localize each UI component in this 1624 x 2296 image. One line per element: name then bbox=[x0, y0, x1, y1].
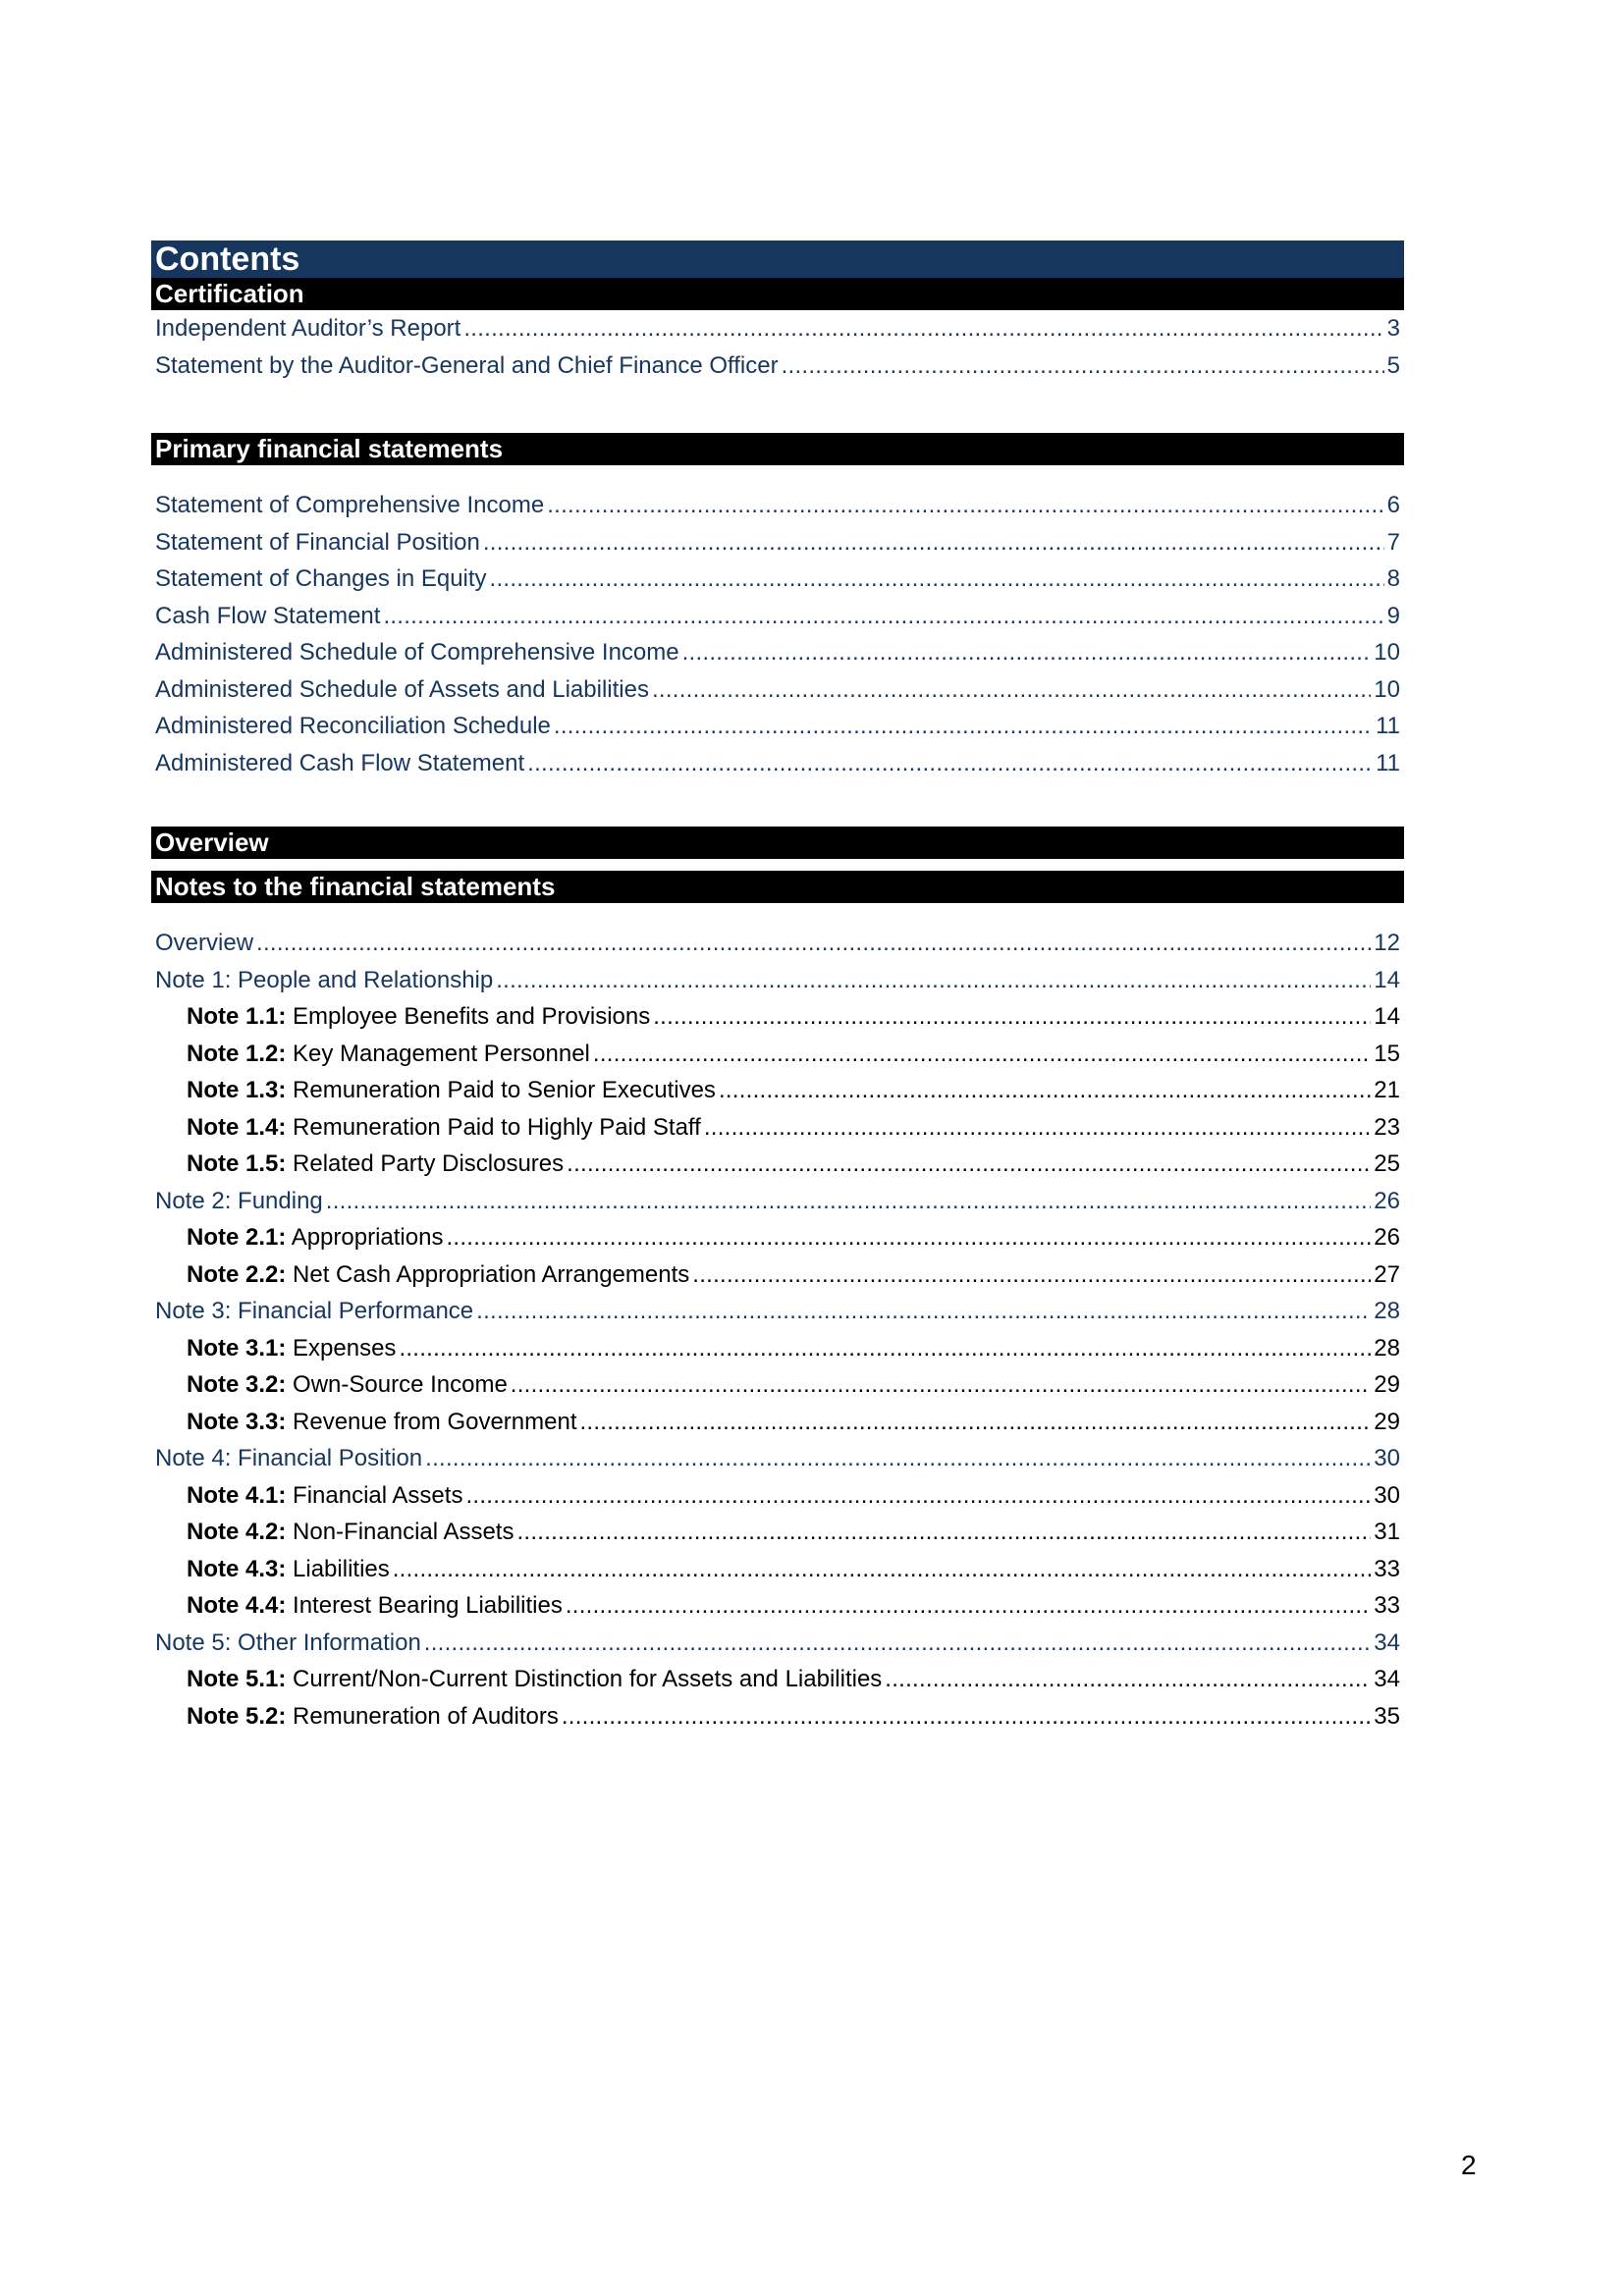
toc-subentry[interactable] bbox=[151, 1551, 1404, 1588]
note-number: Note 1.4: bbox=[187, 1113, 287, 1141]
toc-entry-label: Administered Reconciliation Schedule bbox=[155, 713, 551, 739]
toc-entry[interactable] bbox=[151, 745, 1404, 782]
note-number: Note 5.2: bbox=[187, 1702, 287, 1730]
toc-entry-label bbox=[187, 1219, 443, 1256]
toc-entry-page: 30 bbox=[1374, 1445, 1400, 1471]
toc-subentry[interactable] bbox=[151, 1146, 1404, 1183]
toc-entry-label bbox=[187, 1587, 563, 1625]
toc-entry[interactable] bbox=[151, 524, 1404, 561]
toc-subentry[interactable] bbox=[151, 998, 1404, 1036]
note-title: Own-Source Income bbox=[293, 1371, 508, 1398]
dot-leader bbox=[653, 998, 1371, 1036]
toc-entry-label bbox=[187, 1072, 716, 1109]
note-title: Appropriations bbox=[291, 1224, 444, 1251]
toc-entry-page: 34 bbox=[1374, 1666, 1400, 1692]
dot-leader bbox=[782, 347, 1384, 385]
note-title: Net Cash Appropriation Arrangements bbox=[293, 1260, 690, 1288]
dot-leader bbox=[496, 962, 1371, 999]
toc-subentry[interactable] bbox=[151, 1404, 1404, 1441]
section-heading-primary-statements: Primary financial statements bbox=[151, 433, 1404, 465]
toc-subentry[interactable] bbox=[151, 1514, 1404, 1551]
dot-leader bbox=[483, 524, 1384, 561]
toc-subentry[interactable] bbox=[151, 1698, 1404, 1735]
toc-entry[interactable] bbox=[151, 310, 1404, 347]
toc-entry-page: 15 bbox=[1374, 1040, 1400, 1067]
toc-entry[interactable] bbox=[151, 487, 1404, 524]
toc-entry-page: 33 bbox=[1374, 1592, 1400, 1619]
toc-entry-page: 10 bbox=[1374, 639, 1400, 666]
toc-entry-page: 30 bbox=[1374, 1481, 1400, 1509]
dot-leader bbox=[326, 1183, 1372, 1220]
toc-entry-label bbox=[187, 1514, 514, 1551]
toc-entry[interactable] bbox=[151, 962, 1404, 999]
toc-entry-page: 10 bbox=[1374, 675, 1400, 703]
toc-entry-label bbox=[187, 1698, 559, 1735]
toc-subentry[interactable] bbox=[151, 1256, 1404, 1294]
note-title: Key Management Personnel bbox=[293, 1040, 590, 1067]
dot-leader bbox=[399, 1330, 1371, 1367]
toc-entry-label: Statement of Comprehensive Income bbox=[155, 492, 545, 518]
note-title: Liabilities bbox=[293, 1555, 390, 1582]
dot-leader bbox=[566, 1587, 1371, 1625]
dot-leader bbox=[465, 1477, 1371, 1515]
toc-entry-page: 8 bbox=[1386, 565, 1400, 592]
toc-entry[interactable] bbox=[151, 1625, 1404, 1662]
toc-entry[interactable] bbox=[151, 561, 1404, 598]
note-title: Employee Benefits and Provisions bbox=[293, 1003, 651, 1030]
toc-entry-page: 31 bbox=[1374, 1519, 1400, 1545]
dot-leader bbox=[682, 634, 1372, 671]
toc-entry[interactable] bbox=[151, 347, 1404, 385]
dot-leader bbox=[527, 745, 1373, 782]
toc-entry-page: 11 bbox=[1376, 749, 1400, 776]
note-title: Interest Bearing Liabilities bbox=[293, 1592, 563, 1619]
note-title: Non-Financial Assets bbox=[293, 1519, 514, 1545]
dot-leader bbox=[885, 1661, 1371, 1698]
toc-entry-page: 21 bbox=[1374, 1077, 1400, 1103]
toc-entry-label: Statement by the Auditor-General and Chief Finance Officer bbox=[155, 351, 779, 379]
dot-leader bbox=[393, 1551, 1372, 1588]
page-number: 2 bbox=[1461, 2150, 1477, 2180]
toc-entry-page: 35 bbox=[1374, 1702, 1400, 1730]
toc-subentry[interactable] bbox=[151, 1366, 1404, 1404]
toc-entry-page: 3 bbox=[1386, 315, 1400, 342]
section-heading-notes: Notes to the financial statements bbox=[151, 871, 1404, 903]
toc-entry-page: 26 bbox=[1374, 1224, 1400, 1251]
note-number: Note 2.2: bbox=[187, 1260, 287, 1288]
note-title: Related Party Disclosures bbox=[293, 1150, 565, 1177]
dot-leader bbox=[516, 1514, 1371, 1551]
toc-entry-label: Administered Schedule of Assets and Liabilities bbox=[155, 675, 649, 703]
dot-leader bbox=[383, 598, 1383, 635]
toc-entry-page: 23 bbox=[1374, 1113, 1400, 1141]
dot-leader bbox=[511, 1366, 1372, 1404]
toc-entry[interactable] bbox=[151, 634, 1404, 671]
note-title: Expenses bbox=[293, 1334, 397, 1362]
note-title: Revenue from Government bbox=[293, 1408, 577, 1435]
toc-entry-label: Note 3: Financial Performance bbox=[155, 1298, 474, 1324]
toc-entry-label: Overview bbox=[155, 930, 254, 956]
toc-entry-page: 29 bbox=[1374, 1408, 1400, 1435]
toc-entry-label bbox=[187, 1661, 882, 1698]
toc-entry[interactable] bbox=[151, 598, 1404, 635]
toc-entry-page: 6 bbox=[1386, 492, 1400, 518]
note-number: Note 1.5: bbox=[187, 1150, 287, 1177]
toc-entry-label: Administered Schedule of Comprehensive Income bbox=[155, 639, 679, 666]
toc-entry-label bbox=[187, 1366, 508, 1404]
note-number: Note 2.1: bbox=[187, 1224, 287, 1251]
dot-leader bbox=[719, 1072, 1371, 1109]
toc-entry-label bbox=[187, 1404, 577, 1441]
toc-entry-label bbox=[187, 1551, 390, 1588]
toc-entry-page: 28 bbox=[1374, 1298, 1400, 1324]
note-number: Note 5.1: bbox=[187, 1666, 287, 1692]
toc-subentry[interactable] bbox=[151, 1661, 1404, 1698]
note-number: Note 4.4: bbox=[187, 1592, 287, 1619]
note-title: Remuneration Paid to Senior Executives bbox=[293, 1077, 716, 1103]
toc-entry-page: 34 bbox=[1374, 1629, 1400, 1656]
dot-leader bbox=[547, 487, 1383, 524]
dot-leader bbox=[476, 1293, 1371, 1330]
dot-leader bbox=[652, 671, 1371, 709]
dot-leader bbox=[554, 708, 1373, 745]
dot-leader bbox=[567, 1146, 1371, 1183]
toc-entry[interactable] bbox=[151, 708, 1404, 745]
toc-entry[interactable] bbox=[151, 925, 1404, 962]
toc-subentry[interactable] bbox=[151, 1587, 1404, 1625]
toc-entry[interactable] bbox=[151, 1293, 1404, 1330]
note-number: Note 3.3: bbox=[187, 1408, 287, 1435]
toc-entry-label bbox=[187, 998, 650, 1036]
notes-entries bbox=[151, 925, 1404, 1735]
toc-entry-page: 27 bbox=[1374, 1260, 1400, 1288]
note-number: Note 3.1: bbox=[187, 1334, 287, 1362]
toc-subentry[interactable] bbox=[151, 1036, 1404, 1073]
toc-subentry[interactable] bbox=[151, 1477, 1404, 1515]
toc-entry-page: 5 bbox=[1386, 351, 1400, 379]
dot-leader bbox=[256, 925, 1371, 962]
note-number: Note 1.2: bbox=[187, 1040, 287, 1067]
dot-leader bbox=[424, 1625, 1372, 1662]
dot-leader bbox=[593, 1036, 1371, 1073]
toc-entry-label: Note 1: People and Relationship bbox=[155, 966, 494, 993]
dot-leader bbox=[490, 561, 1384, 598]
dot-leader bbox=[562, 1698, 1371, 1735]
toc-entry-label bbox=[187, 1036, 590, 1073]
note-number: Note 3.2: bbox=[187, 1371, 287, 1398]
toc-subentry[interactable] bbox=[151, 1219, 1404, 1256]
note-title: Remuneration of Auditors bbox=[293, 1702, 559, 1730]
table-of-contents bbox=[151, 240, 1404, 1735]
note-title: Remuneration Paid to Highly Paid Staff bbox=[293, 1113, 701, 1141]
toc-entry-page: 33 bbox=[1374, 1555, 1400, 1582]
toc-entry-page: 26 bbox=[1374, 1187, 1400, 1214]
toc-entry[interactable] bbox=[151, 671, 1404, 709]
toc-entry-page: 14 bbox=[1374, 966, 1400, 993]
note-number: Note 1.1: bbox=[187, 1003, 287, 1030]
toc-entry-label bbox=[187, 1330, 396, 1367]
toc-entry-label bbox=[187, 1146, 564, 1183]
dot-leader bbox=[425, 1440, 1371, 1477]
toc-entry[interactable] bbox=[151, 1183, 1404, 1220]
section-heading-overview: Overview bbox=[151, 827, 1404, 859]
toc-subentry[interactable] bbox=[151, 1109, 1404, 1147]
toc-entry-label: Administered Cash Flow Statement bbox=[155, 749, 525, 776]
toc-entry-page: 25 bbox=[1374, 1150, 1400, 1177]
toc-entry-label: Note 4: Financial Position bbox=[155, 1445, 423, 1471]
toc-entry-label: Cash Flow Statement bbox=[155, 602, 381, 629]
dot-leader bbox=[580, 1404, 1372, 1441]
contents-title: Contents bbox=[151, 240, 1404, 278]
dot-leader bbox=[446, 1219, 1371, 1256]
note-title: Financial Assets bbox=[293, 1481, 463, 1509]
note-number: Note 1.3: bbox=[187, 1077, 287, 1103]
toc-entry-page: 28 bbox=[1374, 1334, 1400, 1362]
note-title: Current/Non-Current Distinction for Assets and Liabilities bbox=[293, 1666, 883, 1692]
toc-entry-page: 12 bbox=[1374, 930, 1400, 956]
toc-entry-label: Statement of Financial Position bbox=[155, 528, 480, 556]
toc-entry-label bbox=[187, 1256, 689, 1294]
note-number: Note 4.2: bbox=[187, 1519, 287, 1545]
toc-subentry[interactable] bbox=[151, 1330, 1404, 1367]
toc-subentry[interactable] bbox=[151, 1072, 1404, 1109]
note-number: Note 4.1: bbox=[187, 1481, 287, 1509]
toc-entry-page: 14 bbox=[1374, 1003, 1400, 1030]
toc-entry-page: 29 bbox=[1374, 1371, 1400, 1398]
toc-entry-page: 11 bbox=[1376, 713, 1400, 739]
toc-entry-page: 7 bbox=[1386, 528, 1400, 556]
certification-entries bbox=[151, 310, 1404, 384]
toc-entry-label: Note 5: Other Information bbox=[155, 1629, 421, 1656]
toc-entry-page: 9 bbox=[1386, 602, 1400, 629]
toc-entry[interactable] bbox=[151, 1440, 1404, 1477]
toc-entry-label bbox=[187, 1109, 701, 1147]
toc-entry-label: Independent Auditor’s Report bbox=[155, 315, 461, 342]
note-number: Note 4.3: bbox=[187, 1555, 287, 1582]
toc-entry-label bbox=[187, 1477, 462, 1515]
section-heading-certification: Certification bbox=[151, 278, 1404, 310]
dot-leader bbox=[704, 1109, 1371, 1147]
primary-statements-entries bbox=[151, 487, 1404, 781]
toc-entry-label: Note 2: Funding bbox=[155, 1187, 323, 1214]
toc-entry-label: Statement of Changes in Equity bbox=[155, 565, 487, 592]
dot-leader bbox=[463, 310, 1383, 347]
dot-leader bbox=[692, 1256, 1371, 1294]
